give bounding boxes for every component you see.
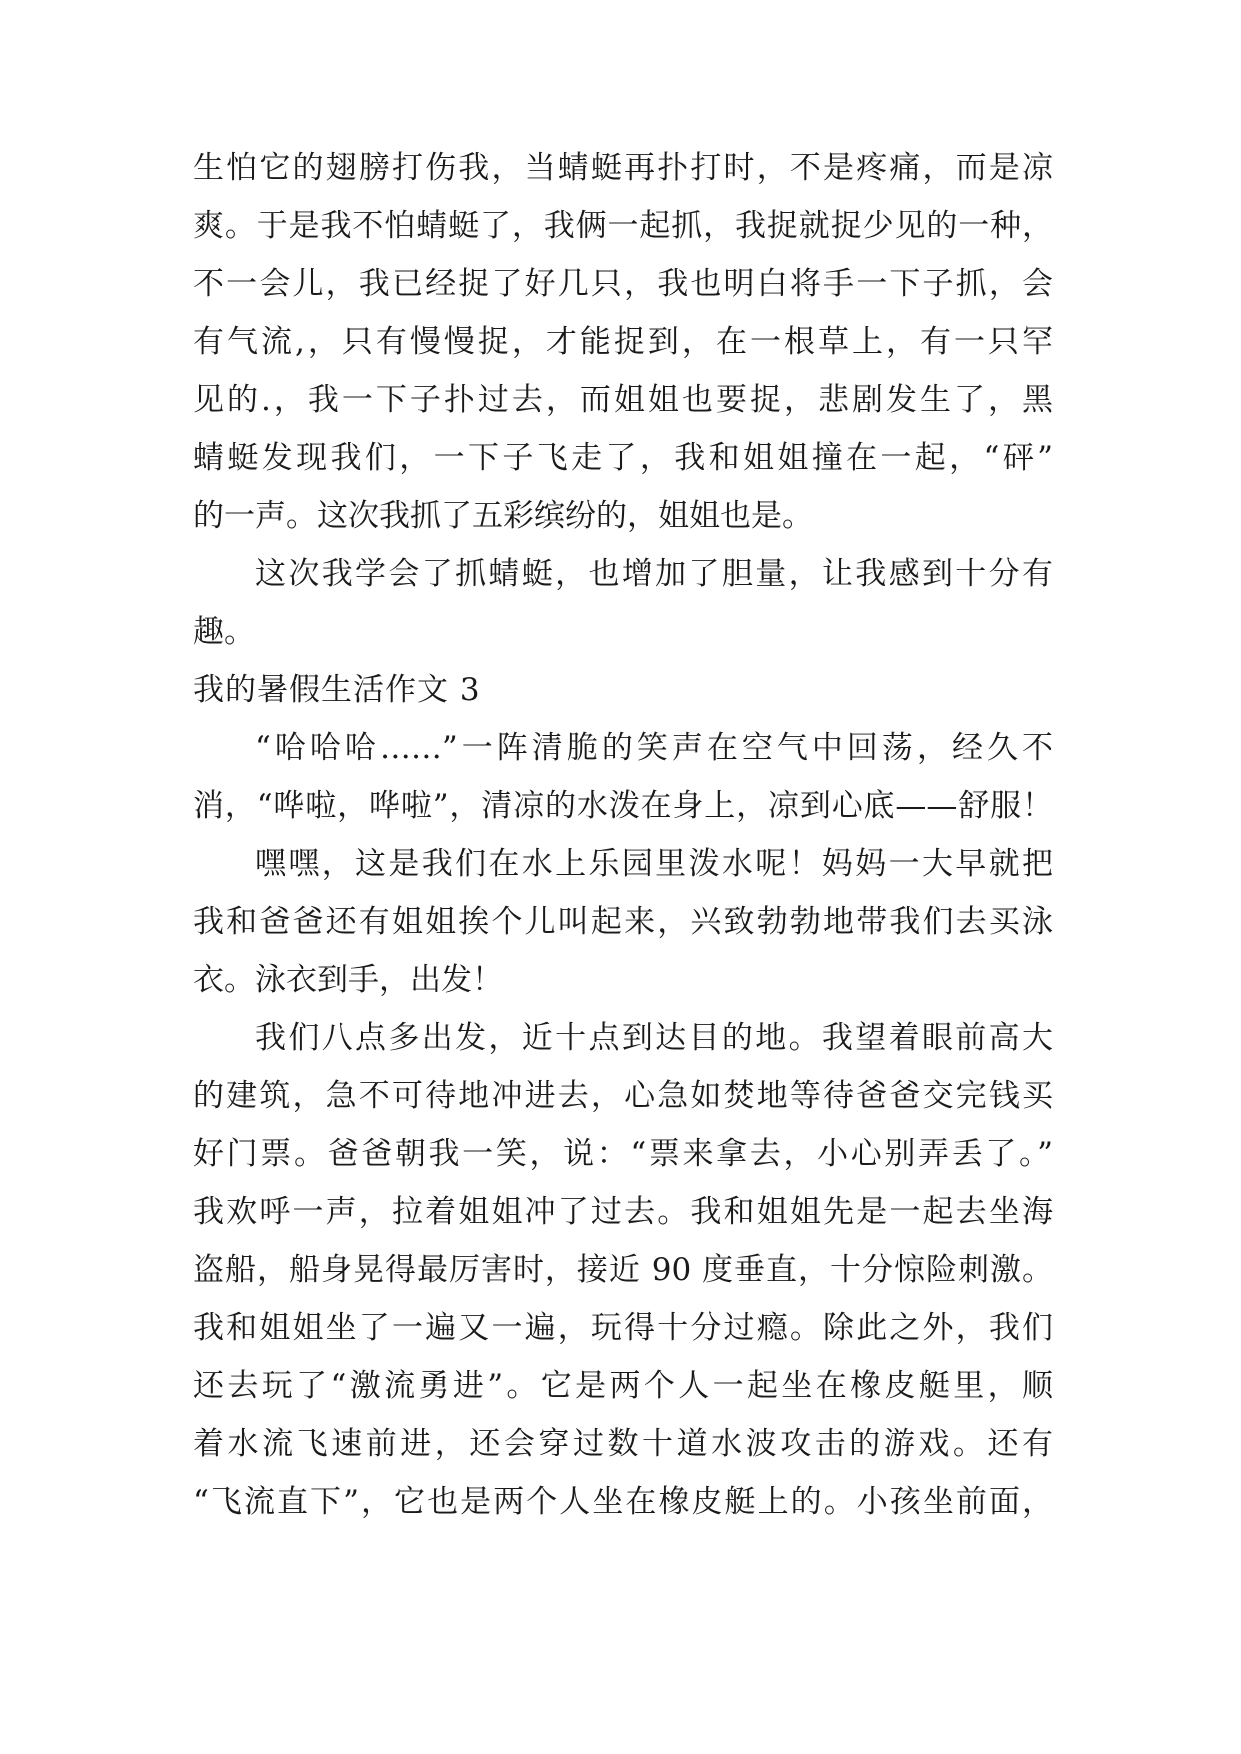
text-line: 盗船，船身晃得最厉害时，接近 90 度垂直，十分惊险刺激。 — [193, 1252, 1053, 1288]
text-line: 还去玩了“激流勇进”。它是两个人一起坐在橡皮艇里，顺 — [193, 1368, 1053, 1404]
section-heading: 我的暑假生活作文 3 — [193, 672, 481, 708]
text-line: 我欢呼一声，拉着姐姐冲了过去。我和姐姐先是一起去坐海 — [193, 1194, 1053, 1230]
text-line: 不一会儿，我已经捉了好几只，我也明白将手一下子抓，会 — [193, 266, 1053, 302]
text-line: 衣。泳衣到手，出发！ — [193, 962, 503, 998]
text-line: 我和爸爸还有姐姐挨个儿叫起来，兴致勃勃地带我们去买泳 — [193, 904, 1053, 940]
text-line: 生怕它的翅膀打伤我，当蜻蜓再扑打时，不是疼痛，而是凉 — [193, 150, 1053, 186]
text-line: 消，“哗啦，哗啦”，清凉的水泼在身上，凉到心底——舒服！ — [193, 788, 1053, 824]
text-line: 趣。 — [193, 614, 255, 650]
paragraph-start-line: 嘿嘿，这是我们在水上乐园里泼水呢！妈妈一大早就把 — [255, 846, 1053, 882]
paragraph-start-line: 这次我学会了抓蜻蜓，也增加了胆量，让我感到十分有 — [255, 556, 1053, 592]
paragraph-start-line: “哈哈哈……”一阵清脆的笑声在空气中回荡，经久不 — [255, 730, 1053, 766]
text-line: 着水流飞速前进，还会穿过数十道水波攻击的游戏。还有 — [193, 1426, 1053, 1462]
text-line: 的一声。这次我抓了五彩缤纷的，姐姐也是。 — [193, 498, 813, 534]
text-line: 蜻蜓发现我们，一下子飞走了，我和姐姐撞在一起，“砰” — [193, 440, 1053, 476]
text-line: 好门票。爸爸朝我一笑，说：“票来拿去，小心别弄丢了。” — [193, 1136, 1053, 1172]
text-line: “飞流直下”，它也是两个人坐在橡皮艇上的。小孩坐前面， — [193, 1484, 1053, 1520]
text-line: 的建筑，急不可待地冲进去，心急如焚地等待爸爸交完钱买 — [193, 1078, 1053, 1114]
text-line: 见的.，我一下子扑过去，而姐姐也要捉，悲剧发生了，黑 — [193, 382, 1053, 418]
text-line: 有气流,，只有慢慢捉，才能捉到，在一根草上，有一只罕 — [193, 324, 1053, 360]
text-line: 爽。于是我不怕蜻蜓了，我俩一起抓，我捉就捉少见的一种， — [193, 208, 1053, 244]
paragraph-start-line: 我们八点多出发，近十点到达目的地。我望着眼前高大 — [255, 1020, 1053, 1056]
text-line: 我和姐姐坐了一遍又一遍，玩得十分过瘾。除此之外，我们 — [193, 1310, 1053, 1346]
